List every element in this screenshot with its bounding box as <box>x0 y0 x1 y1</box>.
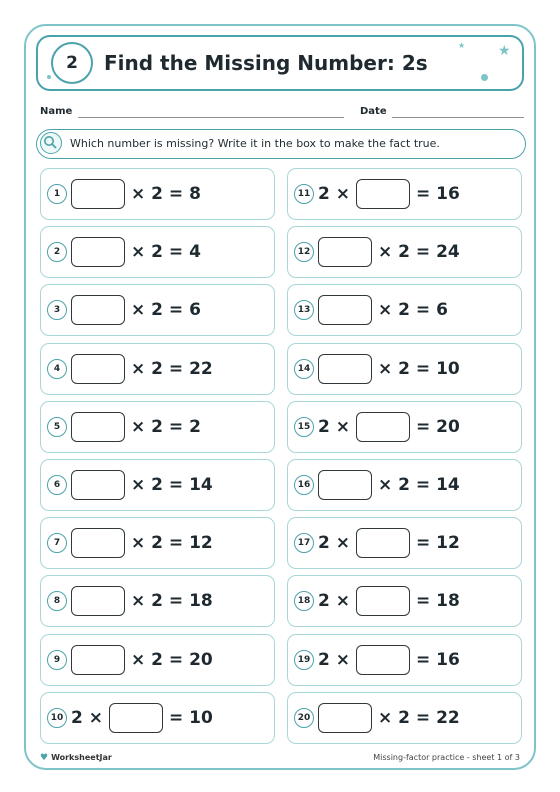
problem-number: 1 <box>47 184 67 204</box>
problem-number: 8 <box>47 591 67 611</box>
name-date-row <box>40 104 524 124</box>
problem-number: 12 <box>294 242 314 262</box>
problem-card <box>287 343 522 395</box>
header-banner <box>36 35 524 91</box>
star-icon: ★ <box>498 43 511 59</box>
problem-number: 19 <box>294 650 314 670</box>
equation-prefix: 2 × <box>318 184 350 204</box>
equation-suffix: × 2 = 18 <box>131 591 213 612</box>
name-field[interactable] <box>78 117 344 118</box>
problem-card <box>40 401 275 453</box>
problem-card <box>287 284 522 336</box>
equation-suffix: × 2 = 14 <box>378 475 460 495</box>
problem-number: 5 <box>47 417 67 437</box>
magnifier-icon <box>40 132 62 154</box>
equation <box>71 412 201 442</box>
problem-card <box>287 575 522 627</box>
equation-suffix: = 16 <box>416 649 460 670</box>
equation <box>318 179 460 209</box>
equation-suffix: = 10 <box>169 707 213 728</box>
decor-dot <box>47 75 51 79</box>
equation-suffix: = 20 <box>416 416 460 437</box>
equation <box>71 586 213 616</box>
answer-box[interactable] <box>356 645 410 675</box>
problem-card <box>40 575 275 627</box>
equation-suffix: × 2 = 24 <box>378 242 460 263</box>
date-field[interactable] <box>392 117 524 118</box>
equation-suffix: × 2 = 4 <box>131 242 201 263</box>
problem-card <box>40 226 275 278</box>
answer-box[interactable] <box>318 354 372 384</box>
equation-suffix: × 2 = 22 <box>378 707 460 728</box>
equation <box>71 645 213 675</box>
equation <box>318 354 460 384</box>
problem-card <box>40 343 275 395</box>
answer-box[interactable] <box>356 179 410 209</box>
problem-number: 20 <box>294 708 314 728</box>
answer-box[interactable] <box>71 237 125 267</box>
date-label: Date <box>360 106 387 117</box>
equation-suffix: × 2 = 20 <box>131 649 213 670</box>
equation-prefix: 2 × <box>71 707 103 728</box>
equation-suffix: × 2 = 22 <box>131 358 213 379</box>
problem-card <box>287 168 522 220</box>
name-label: Name <box>40 106 73 117</box>
problem-card <box>40 459 275 511</box>
problem-number: 9 <box>47 650 67 670</box>
equation-suffix: × 2 = 10 <box>378 358 460 379</box>
problem-card <box>40 284 275 336</box>
page-title: Find the Missing Number: 2s <box>104 51 428 75</box>
problem-number: 2 <box>47 242 67 262</box>
problem-number: 7 <box>47 533 67 553</box>
answer-box[interactable] <box>71 645 125 675</box>
equation-suffix: × 2 = 14 <box>131 475 213 495</box>
problem-card <box>40 634 275 686</box>
star-icon: ★ <box>458 41 466 50</box>
problem-card <box>287 517 522 569</box>
problem-number: 16 <box>294 475 314 495</box>
answer-box[interactable] <box>318 470 372 500</box>
equation <box>318 645 460 675</box>
answer-box[interactable] <box>71 354 125 384</box>
problem-number: 11 <box>294 184 314 204</box>
problem-card <box>287 692 522 744</box>
answer-box[interactable] <box>318 295 372 325</box>
problem-number: 17 <box>294 533 314 553</box>
answer-box[interactable] <box>71 528 125 558</box>
problem-card <box>40 692 275 744</box>
equation <box>318 528 460 558</box>
instruction-bar <box>36 129 526 159</box>
problem-card <box>287 634 522 686</box>
equation <box>71 354 213 384</box>
equation <box>318 703 460 733</box>
equation-suffix: = 12 <box>416 533 460 554</box>
problem-number: 10 <box>47 708 67 728</box>
answer-box[interactable] <box>71 179 125 209</box>
sheet-number-badge: 2 <box>51 42 93 84</box>
problem-card <box>40 517 275 569</box>
equation <box>318 412 460 442</box>
problem-card <box>287 226 522 278</box>
problem-card <box>287 401 522 453</box>
equation <box>71 528 213 558</box>
answer-box[interactable] <box>71 470 125 500</box>
footer <box>40 752 520 766</box>
answer-box[interactable] <box>71 412 125 442</box>
answer-box[interactable] <box>318 237 372 267</box>
answer-box[interactable] <box>71 586 125 616</box>
problem-number: 14 <box>294 359 314 379</box>
answer-box[interactable] <box>109 703 163 733</box>
equation-suffix: × 2 = 6 <box>131 300 201 321</box>
answer-box[interactable] <box>356 586 410 616</box>
equation-suffix: = 16 <box>416 184 460 204</box>
answer-box[interactable] <box>318 703 372 733</box>
equation <box>318 586 460 616</box>
equation <box>71 470 213 500</box>
sheet-info: Missing-factor practice - sheet 1 of 3 <box>373 753 520 762</box>
problem-number: 4 <box>47 359 67 379</box>
equation <box>71 703 213 733</box>
brand-logo <box>40 753 112 763</box>
equation-suffix: × 2 = 2 <box>131 416 201 437</box>
brand-name: WorksheetJar <box>51 753 112 762</box>
problem-number: 18 <box>294 591 314 611</box>
answer-box[interactable] <box>71 295 125 325</box>
problem-number: 13 <box>294 300 314 320</box>
equation <box>318 470 460 500</box>
equation-prefix: 2 × <box>318 591 350 612</box>
problem-number: 6 <box>47 475 67 495</box>
heart-icon: ♥ <box>40 753 49 763</box>
equation <box>71 295 201 325</box>
equation-prefix: 2 × <box>318 649 350 670</box>
equation-suffix: = 18 <box>416 591 460 612</box>
problem-card <box>40 168 275 220</box>
problem-number: 3 <box>47 300 67 320</box>
equation-prefix: 2 × <box>318 416 350 437</box>
equation-suffix: × 2 = 8 <box>131 184 201 204</box>
decor-dot <box>481 74 488 81</box>
equation-suffix: × 2 = 6 <box>378 300 448 321</box>
problem-card <box>287 459 522 511</box>
equation-prefix: 2 × <box>318 533 350 554</box>
problem-number: 15 <box>294 417 314 437</box>
equation <box>318 295 448 325</box>
answer-box[interactable] <box>356 412 410 442</box>
equation <box>318 237 460 267</box>
answer-box[interactable] <box>356 528 410 558</box>
worksheet-frame <box>24 24 536 770</box>
instruction-text: Which number is missing? Write it in the box to make the fact true. <box>70 137 440 150</box>
equation <box>71 237 201 267</box>
equation-suffix: × 2 = 12 <box>131 533 213 554</box>
equation <box>71 179 201 209</box>
